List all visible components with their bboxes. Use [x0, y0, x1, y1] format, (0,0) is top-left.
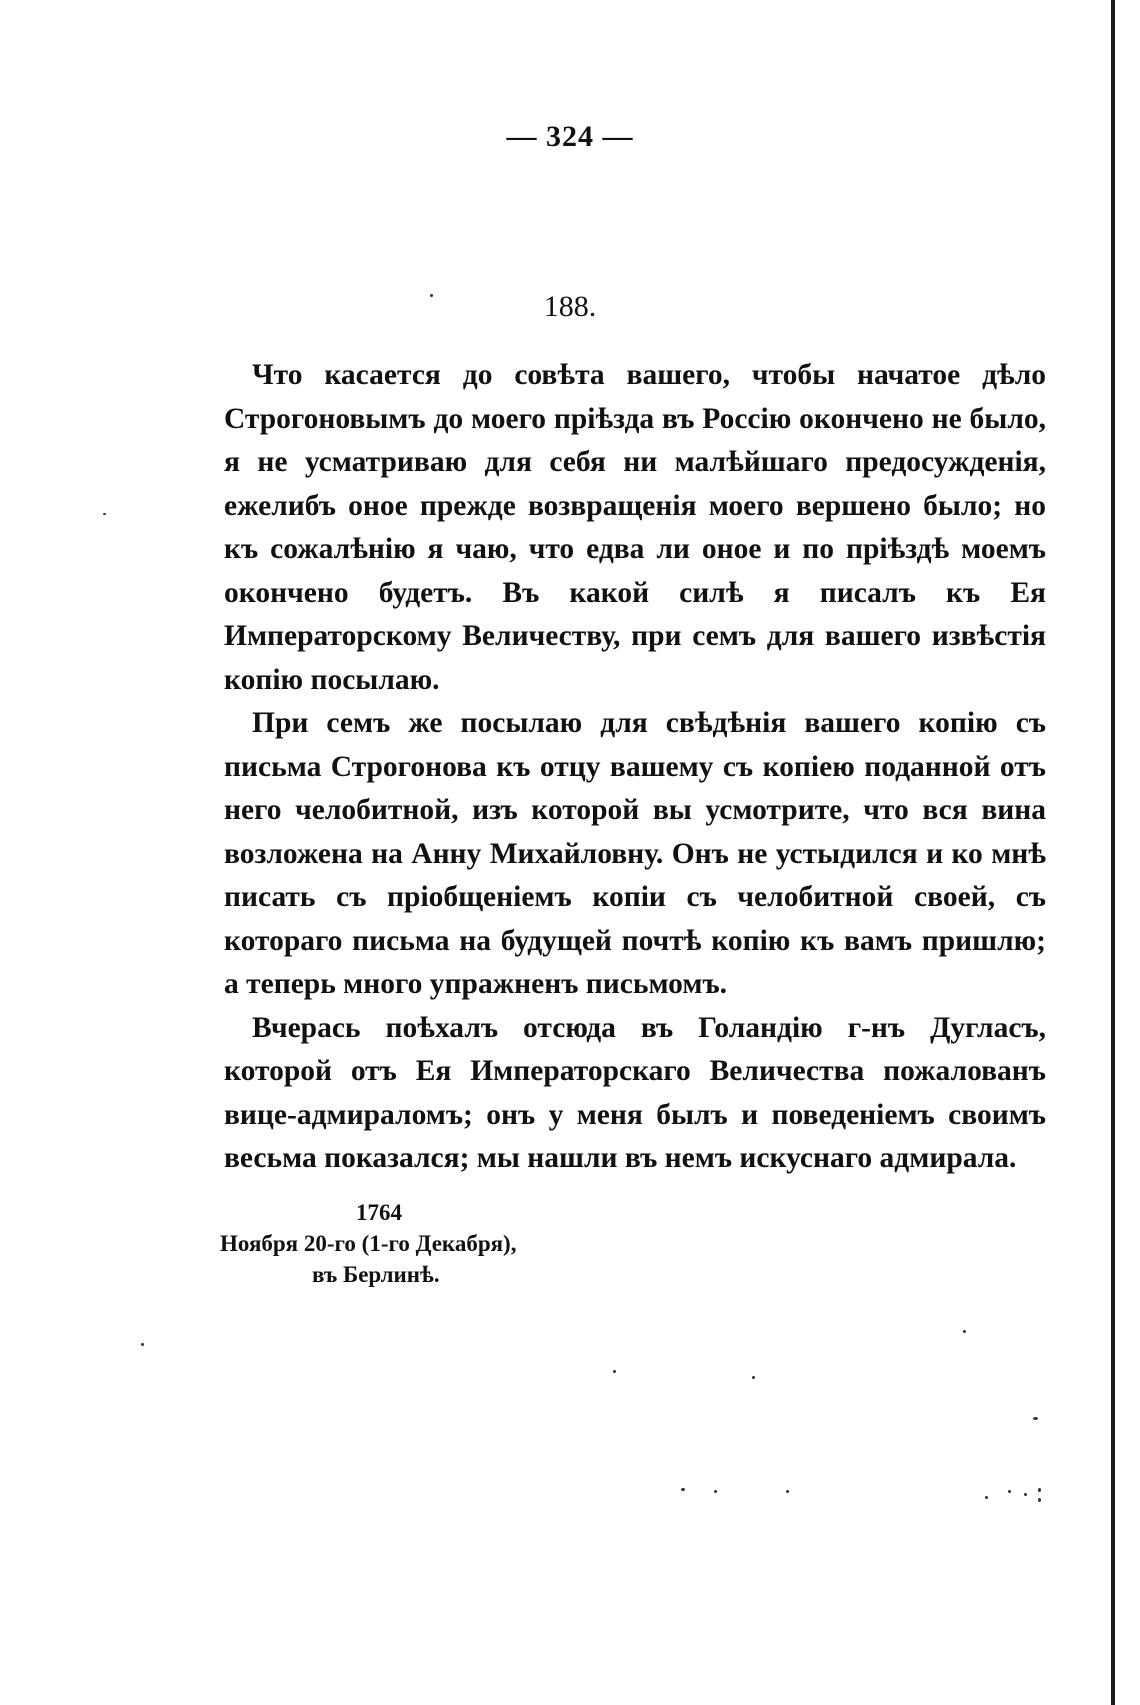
scan-speck	[430, 294, 433, 297]
scan-speck	[714, 1490, 717, 1493]
scan-speck	[963, 1330, 966, 1333]
scan-speck	[613, 1370, 616, 1373]
paragraph-3: Вчерась поѣхалъ отсюда въ Голандію г-нъ Дугласъ, которой отъ Ея Императорскаго Величества пожалованъ вице-адмираломъ; онъ у меня былъ и поведеніемъ своимъ весьма показался; мы нашли въ немъ искуснаго адмирала.	[224, 1011, 1046, 1174]
page-edge-line	[1111, 0, 1115, 1705]
signoff-year: 1764	[356, 1200, 402, 1225]
scan-speck	[1038, 1488, 1041, 1492]
scan-speck	[103, 513, 106, 515]
page-number: — 324 —	[506, 120, 634, 153]
scan-speck	[1008, 1490, 1011, 1493]
scan-speck	[141, 1343, 144, 1346]
scan-speck	[1038, 1498, 1041, 1502]
signoff-place: въ Берлинѣ.	[312, 1262, 440, 1287]
signoff-date: Ноября 20-го (1-го Декабря),	[220, 1231, 517, 1256]
letter-number: 188.	[543, 290, 597, 323]
scan-speck	[1033, 1417, 1038, 1420]
paragraph-1: Что касается до совѣта вашего, чтобы начатое дѣло Строгоновымъ до моего пріѣзда въ Россію окончено не было, я не усматриваю для себя ни малѣйшаго предосужденія, ежелибъ оное прежде возвращенія моего вершено было; но къ сожалѣнію я чаю, что едва ли оное и по пріѣздѣ моемъ окончено будетъ. Въ какой силѣ я писалъ къ Ея Императорскому Величеству, при семъ для вашего извѣстія копію посылаю.	[224, 359, 1046, 696]
paragraph-2: При семъ же посылаю для свѣдѣнія вашего копію съ письма Строгонова къ отцу вашему съ копіею поданной отъ него челобитной, изъ которой вы усмотрите, что вся вина возложена на Анну Михайловну. Онъ не устыдился и ко мнѣ писать съ пріобщеніемъ копіи съ челобитной своей, съ котораго письма на будущей почтѣ копію къ вамъ пришлю; а теперь много упражненъ письмомъ.	[224, 707, 1046, 1000]
scan-speck	[752, 1376, 755, 1379]
letter-signoff	[220, 1197, 620, 1290]
scan-speck	[681, 1488, 685, 1491]
scan-speck	[985, 1496, 988, 1499]
letter-body	[224, 354, 1046, 1181]
scan-speck	[1024, 1493, 1027, 1496]
scan-speck	[786, 1490, 789, 1493]
